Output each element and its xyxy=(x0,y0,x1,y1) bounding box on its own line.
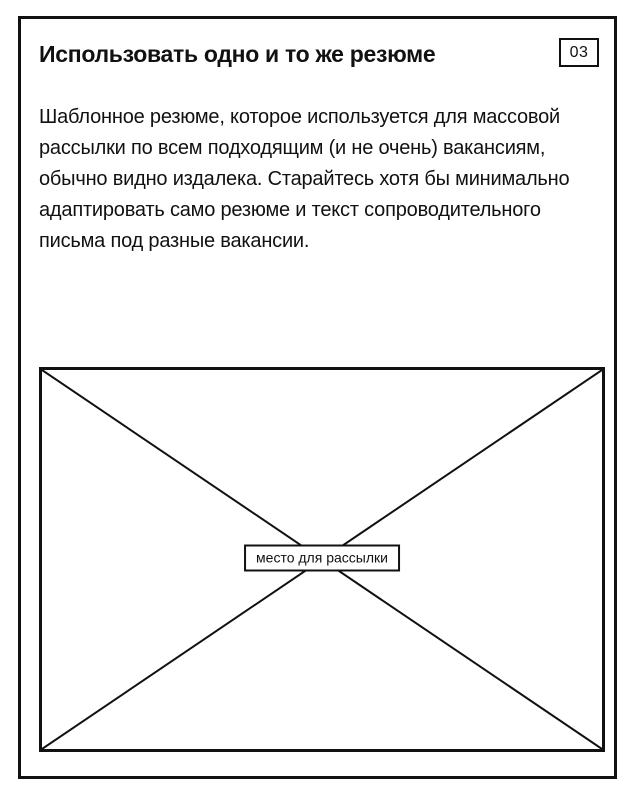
card-number-badge: 03 xyxy=(559,38,599,67)
card-title: Использовать одно и то же резюме xyxy=(39,41,436,67)
image-placeholder xyxy=(39,367,605,752)
placeholder-label: место для рассылки xyxy=(244,545,400,572)
card-body-text: Шаблонное резюме, которое используется для массовой рассылки по всем подходящим (и не очень) вакансиям, обычно видно издалека. Старайтесь хотя бы минимально адаптировать само резюме и текст сопроводительного письма под разные вакансии. xyxy=(39,106,570,252)
tip-card xyxy=(18,16,617,779)
